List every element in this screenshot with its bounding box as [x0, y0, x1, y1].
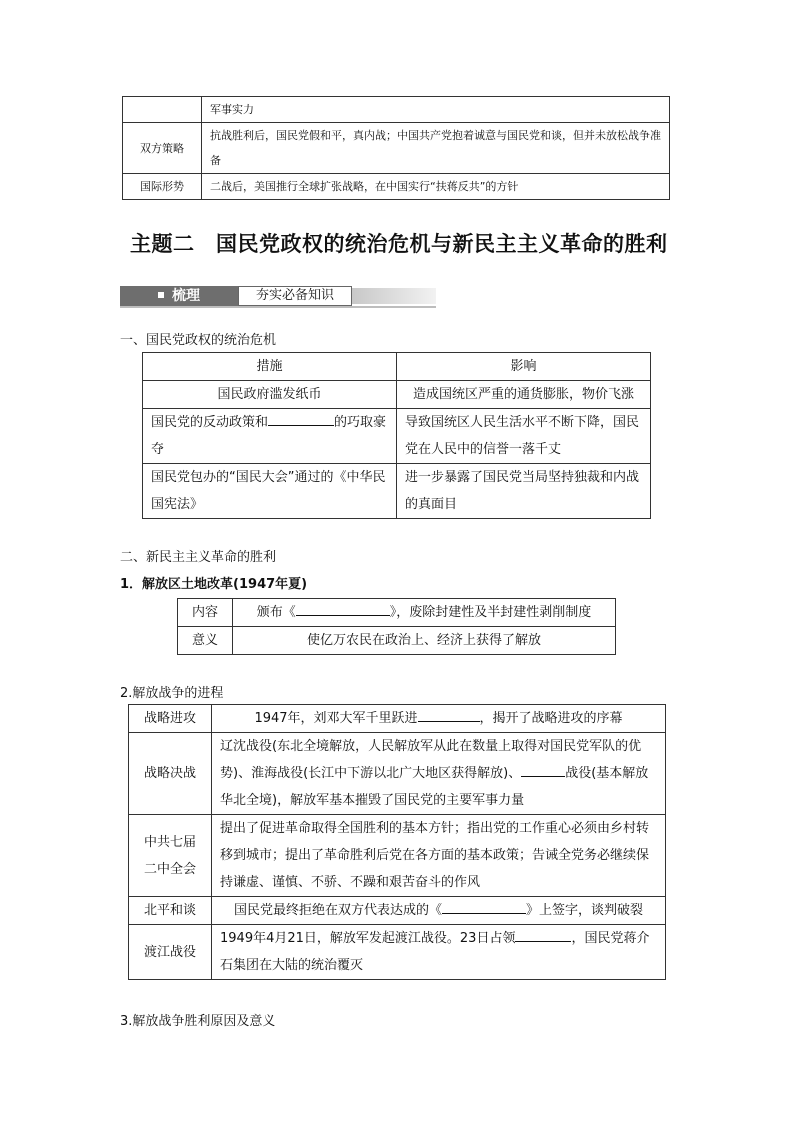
war-key: 战略进攻 [129, 705, 212, 733]
war-key: 北平和谈 [129, 897, 212, 925]
war-text: 战役(基本解放华北全境)，解放军基本摧毁了国民党的主要军事力量 [220, 766, 649, 808]
war-key-line: 二中全会 [143, 861, 196, 877]
measure-cell: 国民政府滥发纸币 [143, 381, 397, 409]
effect-cell: 造成国统区严重的通货膨胀，物价飞涨 [397, 381, 651, 409]
answer-blank[interactable] [296, 601, 390, 616]
measure-cell [143, 409, 397, 464]
measures-table [142, 352, 651, 519]
banner-gradient [352, 288, 436, 304]
war-text: ，揭开了战略进攻的序幕 [479, 711, 623, 726]
subsection-heading: 1．解放区土地改革(1947年夏) [120, 577, 308, 592]
banner-label-box [120, 286, 238, 306]
land-value: 使亿万农民在政治上、经济上获得了解放 [233, 627, 616, 655]
banner-label: 梳理 [172, 288, 200, 304]
measure-text: 的巧取豪夺 [151, 415, 387, 457]
answer-blank[interactable] [521, 762, 565, 777]
column-header: 措施 [143, 353, 397, 381]
war-value [212, 925, 666, 980]
land-key: 内容 [178, 599, 233, 627]
subsection-heading: 3.解放战争胜利原因及意义 [120, 1014, 276, 1029]
answer-blank[interactable] [442, 899, 526, 914]
war-text: 国民党最终拒绝在双方代表达成的《 [233, 903, 442, 918]
square-icon [158, 292, 164, 298]
page-title: 主题二 国民党政权的统治危机与新民主主义革命的胜利 [130, 231, 668, 256]
measure-text: 国民党的反动政策和 [151, 415, 269, 430]
section-banner [120, 286, 436, 308]
section-heading: 二、新民主主义革命的胜利 [120, 550, 277, 565]
war-key [129, 815, 212, 897]
banner-rule [120, 306, 436, 308]
land-text: 颁布《 [256, 605, 296, 620]
banner-sub: 夯实必备知识 [238, 286, 352, 306]
war-key: 渡江战役 [129, 925, 212, 980]
war-value [212, 897, 666, 925]
top-table-key: 双方策略 [123, 123, 202, 174]
top-table-value: 抗战胜利后，国民党假和平，真内战；中国共产党抱着诚意与国民党和谈，但并未放松战争准备 [202, 123, 670, 174]
answer-blank[interactable] [418, 707, 480, 722]
effect-cell: 进一步暴露了国民党当局坚持独裁和内战的真面目 [397, 464, 651, 519]
war-text: 》上签字，谈判破裂 [526, 903, 644, 918]
war-value [212, 705, 666, 733]
war-text: 1947年，刘邓大军千里跃进 [254, 711, 418, 726]
section-heading: 一、国民党政权的统治危机 [120, 333, 277, 348]
war-key-line: 中共七届 [143, 834, 196, 850]
land-value [233, 599, 616, 627]
war-text: 1949年4月21日，解放军发起渡江战役。23日占领 [220, 931, 516, 946]
top-table-value: 二战后，美国推行全球扩张战略，在中国实行“扶蒋反共”的方针 [202, 174, 670, 200]
answer-blank[interactable] [515, 927, 571, 942]
land-key: 意义 [178, 627, 233, 655]
measure-cell: 国民党包办的“国民大会”通过的《中华民国宪法》 [143, 464, 397, 519]
land-reform-table [177, 598, 616, 655]
war-text: 辽沈战役(东北全境解放，人民解放军从此在数量上取得对国民党军队的优势)、淮海战役(长江中下游以北广大地区获得解放)、 [220, 739, 642, 781]
effect-cell: 导致国统区人民生活水平不断下降，国民党在人民中的信誉一落千丈 [397, 409, 651, 464]
war-value [212, 733, 666, 815]
subsection-heading: 2.解放战争的进程 [120, 686, 224, 701]
top-table-key [123, 97, 202, 123]
top-table-key: 国际形势 [123, 174, 202, 200]
column-header: 影响 [397, 353, 651, 381]
war-text: ，国民党蒋介石集团在大陆的统治覆灭 [220, 931, 650, 973]
war-process-table [128, 704, 666, 980]
top-table-value: 军事实力 [202, 97, 670, 123]
top-table [122, 96, 670, 200]
answer-blank[interactable] [268, 411, 334, 426]
war-key: 战略决战 [129, 733, 212, 815]
war-value: 提出了促进革命取得全国胜利的基本方针；指出党的工作重心必须由乡村转移到城市；提出了革命胜利后党在各方面的基本政策；告诫全党务必继续保持谦虚、谨慎、不骄、不躁和艰苦奋斗的作风 [212, 815, 666, 897]
land-text: 》，废除封建性及半封建性剥削制度 [389, 605, 592, 620]
